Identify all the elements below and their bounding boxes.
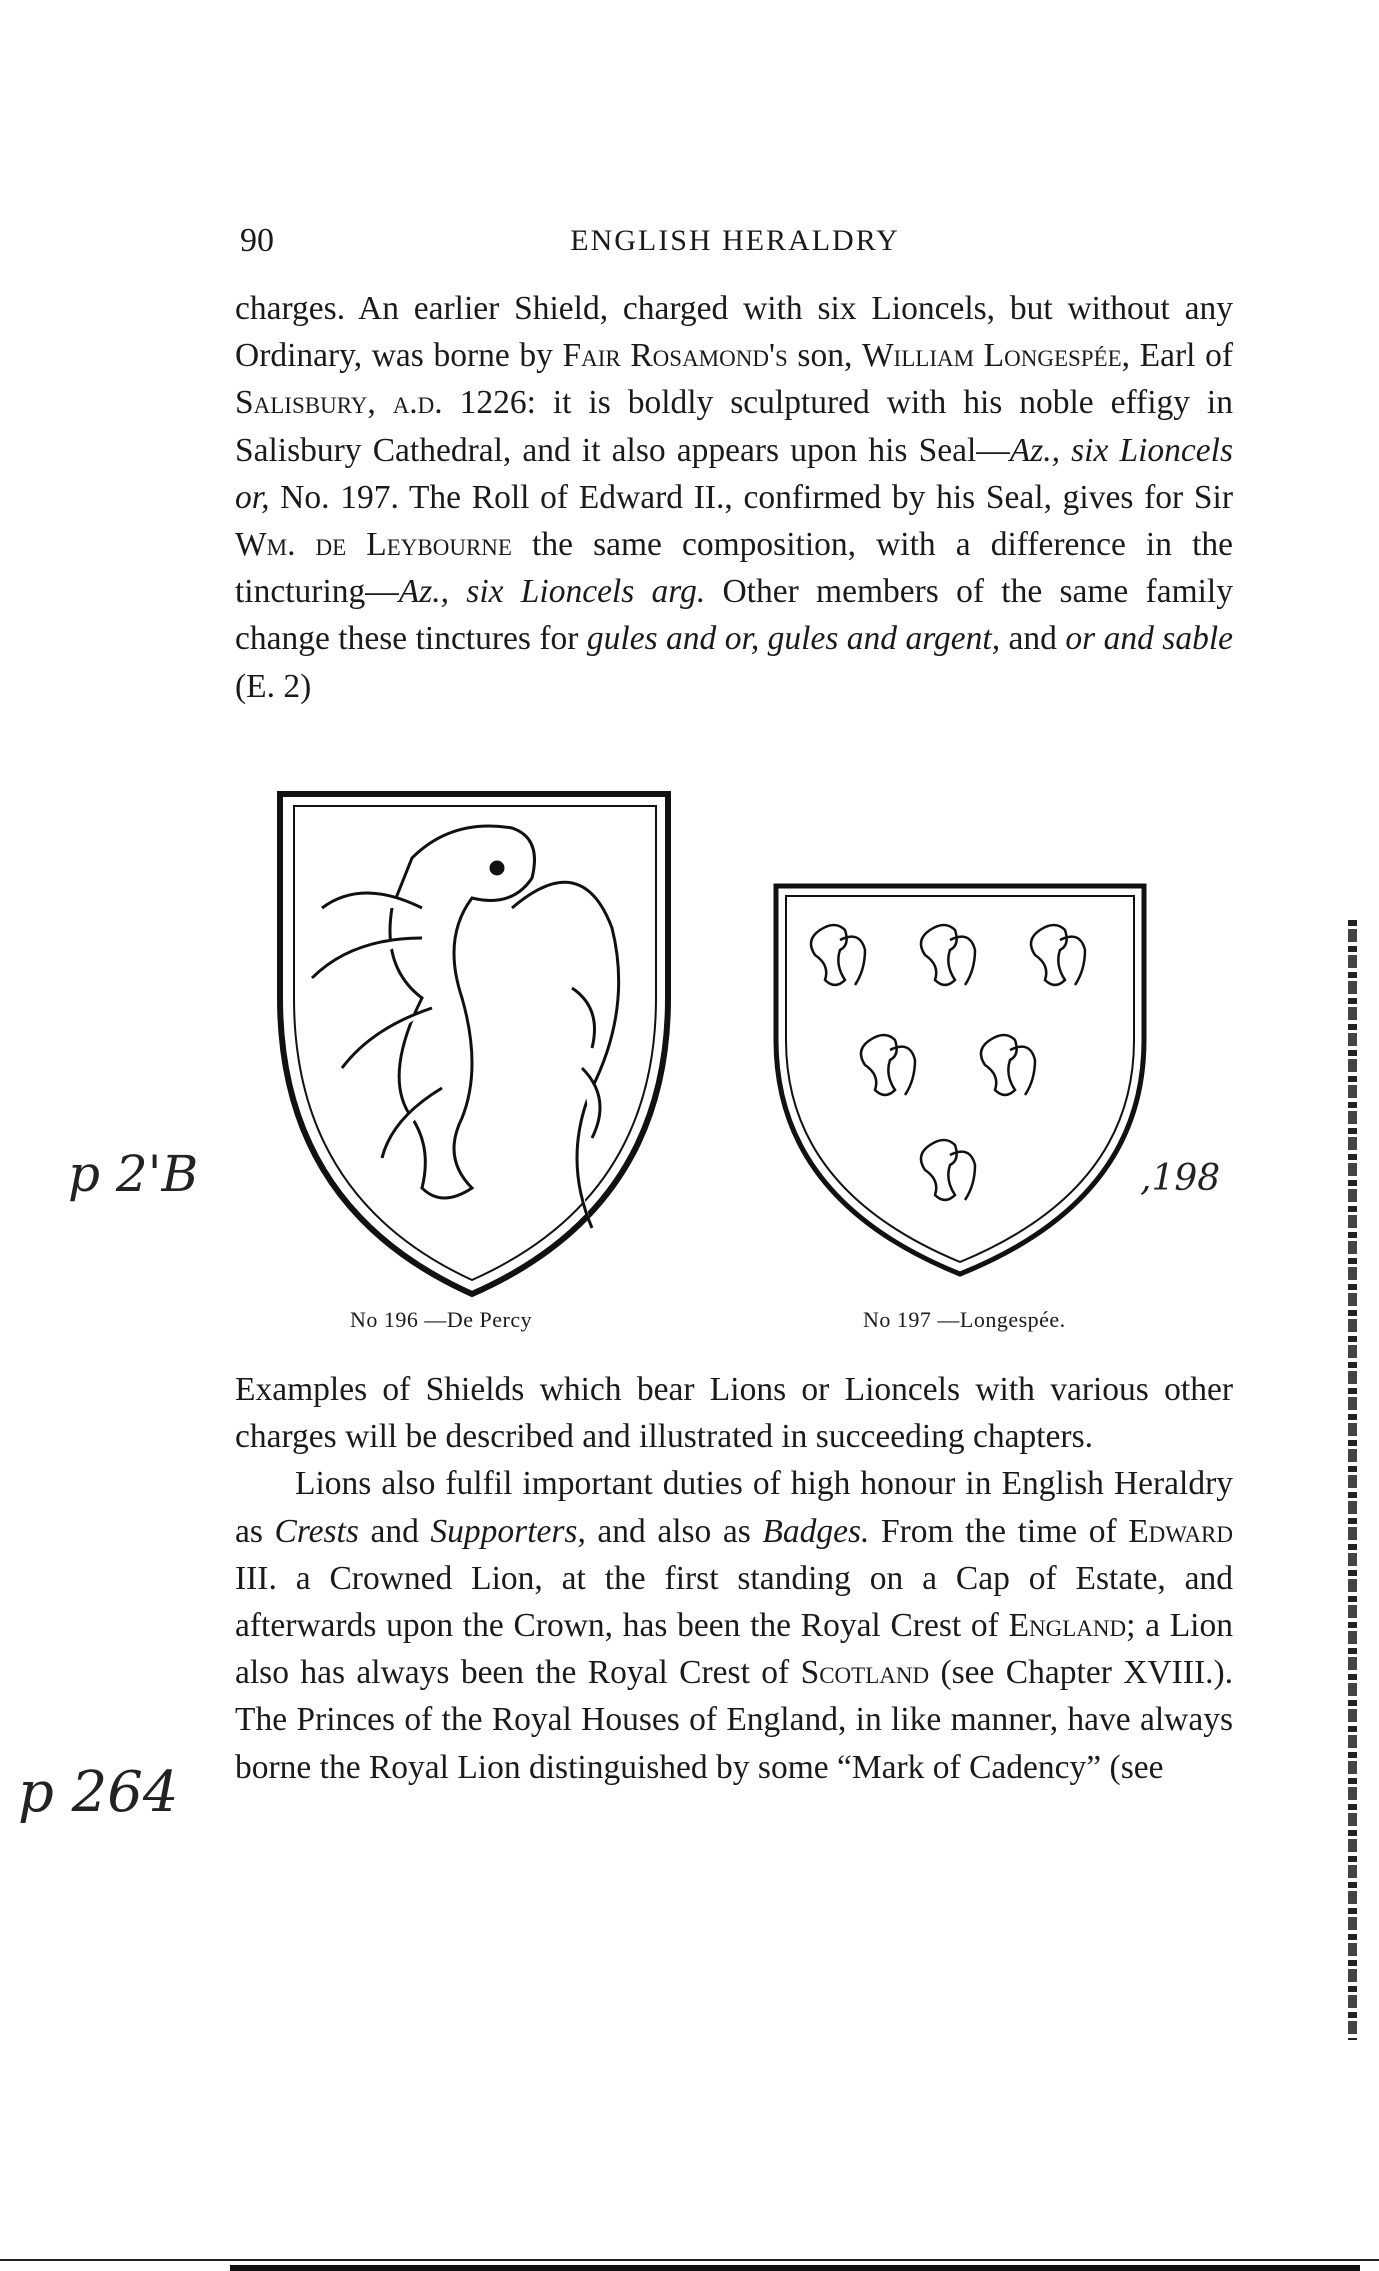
shield-de-percy-figure [272, 788, 677, 1300]
paragraph-examples: Examples of Shields which bear Lions or Lioncels with various other charges will be described and illustrated in succeeding chapters. [235, 1371, 1233, 1456]
running-head: ENGLISH HERALDRY [570, 224, 900, 257]
blazon-leybourne: Az., six Lioncels arg. [398, 573, 706, 611]
handwritten-note-p264: p 264 [18, 1760, 179, 1825]
name-fair-rosamond: Fair Rosamond's [562, 337, 788, 375]
caption-de-percy: No 196 —De Percy [350, 1307, 533, 1332]
bottom-text-block [235, 1366, 1233, 1791]
name-england: England [1008, 1607, 1127, 1645]
scan-edge-bleed [1348, 920, 1357, 2040]
era-ad: a.d. [392, 384, 443, 422]
shield-longespee-figure [770, 880, 1150, 1280]
page-number: 90 [240, 222, 274, 259]
name-edward: Edward [1128, 1512, 1234, 1550]
bottom-scan-rule [0, 2256, 1379, 2271]
blazon-longespee: Az., six Lioncels or, [235, 431, 1234, 516]
name-salisbury: Salisbury [235, 384, 368, 422]
name-scotland: Scotland [800, 1654, 930, 1692]
name-william-longespee: William Longespée [861, 337, 1122, 375]
paragraph-lions-honour: Lions also fulfil important duties of high honour in English Heraldry as Crests and Supporters, and also as Badges. From the time of Edward III. a Crowned Lion, at the first standing on a Cap of Estate, and afterwards upon the Crown, has been the Royal Crest of England; a Lion also has always been the Royal Crest of Scotland (see Chapter XVIII.). The Princes of the Royal Houses of England, in like manner, have always borne the Royal Lion distinguished by some “Mark of Cadency” (see [235, 1465, 1234, 1786]
paragraph-charges: charges. An earlier Shield, charged with six Lioncels, but without any Ordinary, was borne by Fair Rosamond's son, William Longespée, Earl of Salisbury, a.d. 1226: it is boldly sculptured with his noble effigy in Salisbury Cathedral, and it also appears upon his Seal—Az., six Lioncels or, No. 197. The Roll of Edward II., confirmed by his Seal, gives for Sir Wm. de Leybourne the same composition, with a difference in the tincturing—Az., six Lioncels arg. Other members of the same family change these tinctures for gules and or, gules and argent, and or and sable (E. 2) [235, 290, 1234, 705]
page-header [240, 222, 1230, 262]
caption-longespee: No 197 —Longespée. [863, 1307, 1066, 1332]
name-wm-de-leybourne: Wm. de Leybourne [235, 526, 512, 564]
rampant-lion-shield-icon [272, 788, 677, 1300]
six-lioncels-shield-icon [770, 880, 1150, 1280]
handwritten-note-198: ,198 [1140, 1158, 1221, 1199]
handwritten-note-p2b: p 2'B [68, 1145, 199, 1203]
top-text-block [235, 285, 1233, 710]
